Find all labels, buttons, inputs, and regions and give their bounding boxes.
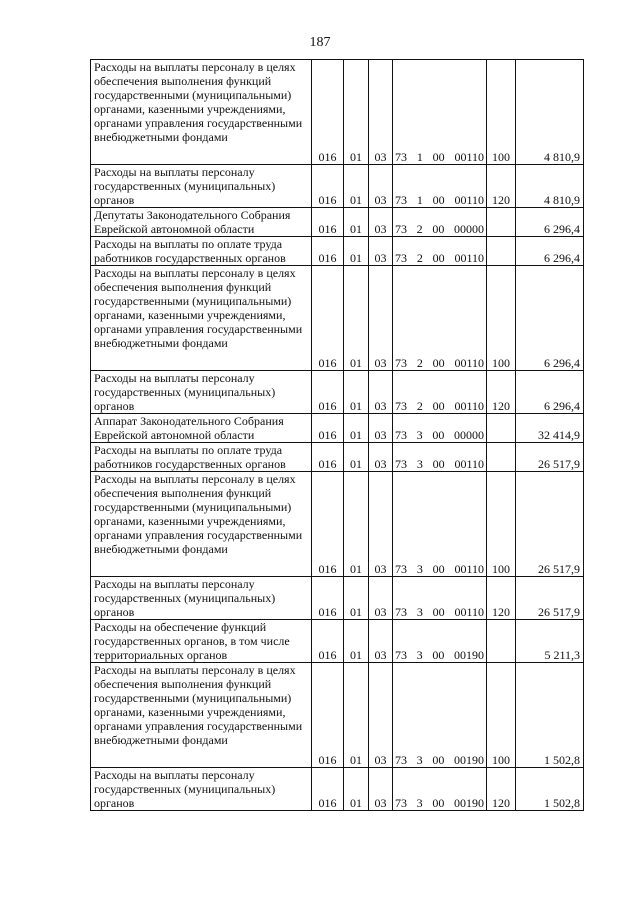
target-article-code bbox=[395, 222, 484, 236]
expense-type-cell bbox=[487, 208, 516, 237]
expense-type-cell: 120 bbox=[487, 768, 516, 811]
budget-table bbox=[90, 59, 584, 811]
section-code-cell: 01 bbox=[344, 663, 369, 768]
target-article-cell bbox=[393, 266, 487, 371]
target-article-part: 00110 bbox=[454, 562, 484, 576]
subsection-code-cell: 03 bbox=[369, 266, 393, 371]
target-article-cell bbox=[393, 443, 487, 472]
target-article-part: 00000 bbox=[453, 428, 484, 442]
target-article-code bbox=[395, 457, 484, 471]
target-article-part: 73 bbox=[395, 150, 407, 164]
expense-type-cell: 100 bbox=[487, 60, 516, 165]
ministry-code-cell: 016 bbox=[312, 443, 344, 472]
target-article-cell bbox=[393, 620, 487, 663]
expense-type-cell: 120 bbox=[487, 371, 516, 414]
expense-name-cell: Расходы на выплаты персоналу в целях обеспечения выполнения функций государственными (муниципальными) органами, казенными учреждениями, органами управления государственными внебюджетными фондами bbox=[91, 663, 312, 768]
target-article-code bbox=[395, 753, 484, 767]
amount-cell: 4 810,9 bbox=[516, 165, 584, 208]
target-article-part: 00 bbox=[432, 753, 445, 767]
target-article-part: 00190 bbox=[453, 753, 484, 767]
target-article-part: 3 bbox=[416, 648, 423, 662]
section-code-cell: 01 bbox=[344, 371, 369, 414]
target-article-part: 00 bbox=[432, 796, 445, 810]
page-number: 187 bbox=[309, 35, 331, 50]
amount-cell: 6 296,4 bbox=[516, 237, 584, 266]
expense-name-cell: Расходы на выплаты персоналу в целях обеспечения выполнения функций государственными (муниципальными) органами, казенными учреждениями, органами управления государственными внебюджетными фондами bbox=[91, 266, 312, 371]
target-article-cell bbox=[393, 768, 487, 811]
target-article-cell bbox=[393, 472, 487, 577]
target-article-part: 2 bbox=[416, 222, 423, 236]
target-article-cell bbox=[393, 577, 487, 620]
target-article-part: 73 bbox=[395, 222, 407, 236]
target-article-part: 00190 bbox=[453, 648, 484, 662]
target-article-part: 00110 bbox=[454, 399, 484, 413]
expense-name-cell: Расходы на выплаты по оплате труда работников государственных органов bbox=[91, 237, 312, 266]
ministry-code-cell: 016 bbox=[312, 208, 344, 237]
subsection-code-cell: 03 bbox=[369, 768, 393, 811]
section-code-cell: 01 bbox=[344, 472, 369, 577]
target-article-part: 00 bbox=[432, 193, 445, 207]
expense-type-cell bbox=[487, 620, 516, 663]
section-code-cell: 01 bbox=[344, 414, 369, 443]
target-article-part: 00000 bbox=[453, 222, 484, 236]
table-row bbox=[91, 414, 584, 443]
target-article-part: 2 bbox=[416, 251, 423, 265]
ministry-code-cell: 016 bbox=[312, 165, 344, 208]
target-article-code bbox=[395, 150, 484, 164]
target-article-cell bbox=[393, 237, 487, 266]
expense-type-cell bbox=[487, 237, 516, 266]
target-article-part: 1 bbox=[416, 193, 423, 207]
target-article-part: 3 bbox=[416, 562, 423, 576]
subsection-code-cell: 03 bbox=[369, 443, 393, 472]
ministry-code-cell: 016 bbox=[312, 577, 344, 620]
target-article-code bbox=[395, 796, 484, 810]
amount-cell: 26 517,9 bbox=[516, 577, 584, 620]
target-article-part: 00 bbox=[432, 605, 445, 619]
target-article-part: 2 bbox=[416, 399, 423, 413]
section-code-cell: 01 bbox=[344, 237, 369, 266]
table-row bbox=[91, 266, 584, 371]
table-row bbox=[91, 768, 584, 811]
section-code-cell: 01 bbox=[344, 577, 369, 620]
section-code-cell: 01 bbox=[344, 208, 369, 237]
target-article-part: 00 bbox=[432, 648, 445, 662]
amount-cell: 26 517,9 bbox=[516, 472, 584, 577]
ministry-code-cell: 016 bbox=[312, 237, 344, 266]
target-article-part: 73 bbox=[395, 356, 407, 370]
target-article-part: 00 bbox=[432, 562, 445, 576]
target-article-part: 00 bbox=[432, 150, 445, 164]
target-article-part: 73 bbox=[395, 428, 407, 442]
expense-type-cell: 120 bbox=[487, 577, 516, 620]
target-article-part: 00110 bbox=[454, 605, 484, 619]
target-article-part: 00 bbox=[432, 222, 445, 236]
ministry-code-cell: 016 bbox=[312, 371, 344, 414]
amount-cell: 6 296,4 bbox=[516, 208, 584, 237]
expense-type-cell: 100 bbox=[487, 472, 516, 577]
ministry-code-cell: 016 bbox=[312, 620, 344, 663]
table-row bbox=[91, 165, 584, 208]
target-article-cell bbox=[393, 371, 487, 414]
target-article-part: 00 bbox=[432, 356, 445, 370]
target-article-cell bbox=[393, 208, 487, 237]
subsection-code-cell: 03 bbox=[369, 60, 393, 165]
target-article-part: 00110 bbox=[454, 150, 484, 164]
target-article-part: 1 bbox=[416, 150, 423, 164]
subsection-code-cell: 03 bbox=[369, 620, 393, 663]
expense-name-cell: Расходы на выплаты персоналу государственных (муниципальных) органов bbox=[91, 165, 312, 208]
subsection-code-cell: 03 bbox=[369, 371, 393, 414]
target-article-part: 00110 bbox=[454, 193, 484, 207]
section-code-cell: 01 bbox=[344, 768, 369, 811]
ministry-code-cell: 016 bbox=[312, 663, 344, 768]
target-article-part: 73 bbox=[395, 796, 407, 810]
table-row bbox=[91, 208, 584, 237]
target-article-cell bbox=[393, 60, 487, 165]
target-article-part: 00 bbox=[432, 399, 445, 413]
expense-name-cell: Расходы на выплаты персоналу в целях обеспечения выполнения функций государственными (муниципальными) органами, казенными учреждениями, органами управления государственными внебюджетными фондами bbox=[91, 60, 312, 165]
ministry-code-cell: 016 bbox=[312, 266, 344, 371]
target-article-part: 73 bbox=[395, 193, 407, 207]
expense-name-cell: Расходы на выплаты персоналу государственных (муниципальных) органов bbox=[91, 371, 312, 414]
section-code-cell: 01 bbox=[344, 266, 369, 371]
expense-name-cell: Расходы на выплаты по оплате труда работников государственных органов bbox=[91, 443, 312, 472]
target-article-part: 00 bbox=[432, 457, 445, 471]
target-article-part: 00 bbox=[432, 428, 445, 442]
target-article-part: 00190 bbox=[453, 796, 484, 810]
target-article-part: 73 bbox=[395, 457, 407, 471]
expense-name-cell: Депутаты Законодательного Собрания Еврейской автономной области bbox=[91, 208, 312, 237]
table-row bbox=[91, 371, 584, 414]
expense-name-cell: Расходы на выплаты персоналу в целях обеспечения выполнения функций государственными (муниципальными) органами, казенными учреждениями, органами управления государственными внебюджетными фондами bbox=[91, 472, 312, 577]
amount-cell: 32 414,9 bbox=[516, 414, 584, 443]
section-code-cell: 01 bbox=[344, 443, 369, 472]
table-row bbox=[91, 443, 584, 472]
target-article-part: 3 bbox=[416, 605, 423, 619]
amount-cell: 1 502,8 bbox=[516, 663, 584, 768]
target-article-part: 00 bbox=[432, 251, 445, 265]
table-row bbox=[91, 237, 584, 266]
subsection-code-cell: 03 bbox=[369, 208, 393, 237]
target-article-code bbox=[395, 428, 484, 442]
table-row bbox=[91, 620, 584, 663]
expense-name-cell: Расходы на выплаты персоналу государственных (муниципальных) органов bbox=[91, 768, 312, 811]
target-article-code bbox=[395, 562, 484, 576]
expense-type-cell bbox=[487, 414, 516, 443]
target-article-part: 3 bbox=[416, 428, 423, 442]
expense-name-cell: Расходы на выплаты персоналу государственных (муниципальных) органов bbox=[91, 577, 312, 620]
amount-cell: 1 502,8 bbox=[516, 768, 584, 811]
target-article-part: 3 bbox=[416, 796, 423, 810]
target-article-part: 73 bbox=[395, 605, 407, 619]
subsection-code-cell: 03 bbox=[369, 663, 393, 768]
target-article-part: 73 bbox=[395, 753, 407, 767]
section-code-cell: 01 bbox=[344, 60, 369, 165]
target-article-part: 3 bbox=[416, 753, 423, 767]
subsection-code-cell: 03 bbox=[369, 472, 393, 577]
expense-type-cell: 100 bbox=[487, 663, 516, 768]
target-article-part: 73 bbox=[395, 251, 407, 265]
expense-name-cell: Расходы на обеспечение функций государственных органов, в том числе территориальных органов bbox=[91, 620, 312, 663]
ministry-code-cell: 016 bbox=[312, 472, 344, 577]
target-article-part: 73 bbox=[395, 562, 407, 576]
amount-cell: 4 810,9 bbox=[516, 60, 584, 165]
section-code-cell: 01 bbox=[344, 620, 369, 663]
table-row bbox=[91, 60, 584, 165]
amount-cell: 6 296,4 bbox=[516, 371, 584, 414]
subsection-code-cell: 03 bbox=[369, 414, 393, 443]
table-row bbox=[91, 663, 584, 768]
target-article-part: 3 bbox=[416, 457, 423, 471]
target-article-code bbox=[395, 193, 484, 207]
subsection-code-cell: 03 bbox=[369, 165, 393, 208]
subsection-code-cell: 03 bbox=[369, 237, 393, 266]
target-article-cell bbox=[393, 663, 487, 768]
ministry-code-cell: 016 bbox=[312, 60, 344, 165]
target-article-code bbox=[395, 605, 484, 619]
ministry-code-cell: 016 bbox=[312, 414, 344, 443]
section-code-cell: 01 bbox=[344, 165, 369, 208]
expense-type-cell: 120 bbox=[487, 165, 516, 208]
expense-type-cell: 100 bbox=[487, 266, 516, 371]
target-article-code bbox=[395, 648, 484, 662]
target-article-part: 73 bbox=[395, 399, 407, 413]
expense-type-cell bbox=[487, 443, 516, 472]
budget-table-body bbox=[91, 60, 584, 811]
target-article-cell bbox=[393, 414, 487, 443]
target-article-cell bbox=[393, 165, 487, 208]
amount-cell: 6 296,4 bbox=[516, 266, 584, 371]
subsection-code-cell: 03 bbox=[369, 577, 393, 620]
amount-cell: 26 517,9 bbox=[516, 443, 584, 472]
target-article-part: 00110 bbox=[454, 457, 484, 471]
target-article-part: 00110 bbox=[454, 356, 484, 370]
amount-cell: 5 211,3 bbox=[516, 620, 584, 663]
target-article-part: 2 bbox=[416, 356, 423, 370]
target-article-part: 00110 bbox=[454, 251, 484, 265]
target-article-code bbox=[395, 356, 484, 370]
target-article-part: 73 bbox=[395, 648, 407, 662]
ministry-code-cell: 016 bbox=[312, 768, 344, 811]
table-row bbox=[91, 472, 584, 577]
table-row bbox=[91, 577, 584, 620]
target-article-code bbox=[395, 251, 484, 265]
expense-name-cell: Аппарат Законодательного Собрания Еврейской автономной области bbox=[91, 414, 312, 443]
target-article-code bbox=[395, 399, 484, 413]
